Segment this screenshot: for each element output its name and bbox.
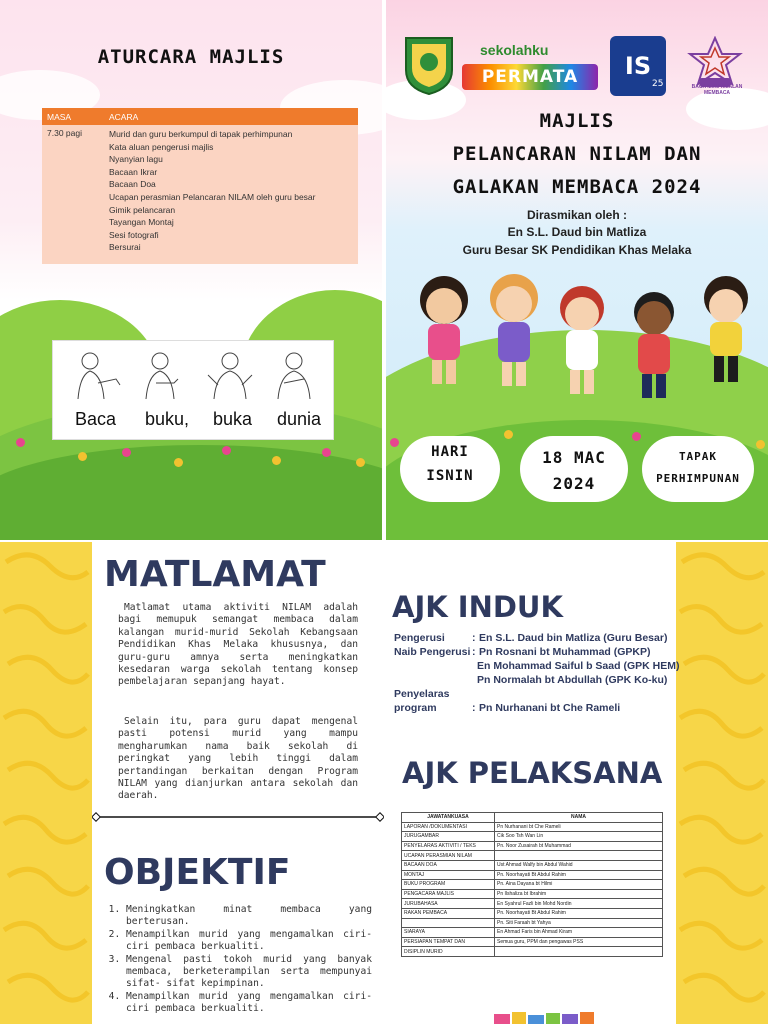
table-cell: Pn. Noorhayati Bt Abdul Rahim: [495, 908, 663, 918]
sign-word: dunia: [277, 409, 322, 429]
ajk-sep: :: [472, 702, 476, 714]
table-row: [402, 860, 663, 870]
cover-title-line-1: MAJLIS: [539, 110, 615, 132]
table-row: [402, 870, 663, 880]
table-row: [402, 937, 663, 947]
flower: [122, 448, 131, 457]
objektif-item: 3. Mengenal pasti tokoh murid yang banyak membaca, berketerampilan serta mempunyai sifat- sifat kepimpinan.: [126, 954, 372, 991]
flower: [390, 438, 399, 447]
agenda-item: Murid dan guru berkumpul di tapak perhimpunan: [109, 129, 293, 139]
table-cell: PENGACARA MAJLIS: [402, 889, 495, 899]
table-cell: Pn. Siti Faraah bt Yahya: [495, 918, 663, 928]
ajk-sep: :: [472, 646, 476, 658]
table-cell: PERSIAPAN TEMPAT DAN: [402, 937, 495, 947]
matlamat-title: MATLAMAT: [104, 554, 326, 595]
permata-logo: PERMATA: [462, 64, 598, 90]
flower: [322, 448, 331, 457]
table-header-row: [402, 813, 663, 823]
table-cell: Semua guru, PPM dan pengawas PSS: [495, 937, 663, 947]
table-row: [402, 841, 663, 851]
event-date: 18 MAC: [542, 448, 606, 467]
table-cell: LAPORAN /DOKUMENTASI: [402, 822, 495, 832]
agenda-item: Gimik pelancaran: [109, 204, 176, 215]
agenda-item: Tayangan Montaj: [109, 217, 174, 228]
ajk-role: Naib Pengerusi: [394, 646, 471, 658]
flower: [756, 440, 765, 449]
official-name: En S.L. Daud bin Matliza: [507, 225, 647, 239]
flower: [16, 438, 25, 447]
table-cell: Pn. Noorhayati Bt Abdul Rahim: [495, 870, 663, 880]
cover-title-line-2: PELANCARAN NILAM DAN: [452, 143, 702, 165]
ajk-role: program: [394, 702, 437, 714]
sign-word: buka: [213, 409, 253, 429]
event-year: 2024: [552, 474, 596, 493]
table-cell: BACAAN DOA: [402, 860, 495, 870]
agenda-item: Sesi fotografi: [109, 229, 159, 240]
table-cell: Cik Soo Tsh Wan Lin: [495, 832, 663, 842]
official-by: Dirasmikan oleh :: [526, 208, 628, 222]
table-row: [402, 947, 663, 957]
table-header-cell: NAMA: [495, 813, 663, 823]
table-cell: En Ahmad Faris bin Ahmad Kiram: [495, 928, 663, 938]
sekolahku-logo: [480, 42, 548, 58]
books-decoration-icon: [490, 1010, 600, 1024]
table-cell: Pn Ilshaliza bt Ibrahim: [495, 889, 663, 899]
svg-text:IS: IS: [624, 52, 652, 80]
flower: [632, 432, 641, 441]
table-cell: [402, 918, 495, 928]
ajk-role: Pengerusi: [394, 632, 445, 644]
ajk-pelaksana-table: [401, 812, 663, 957]
sign-word: Baca: [75, 409, 117, 429]
table-cell: Ust Ahmad Walfy bin Abdul Wahid: [495, 860, 663, 870]
table-row: [402, 880, 663, 890]
ajk-sep: :: [472, 632, 476, 644]
table-row: [402, 918, 663, 928]
sign-figure-icon: [133, 349, 195, 401]
event-venue: PERHIMPUNAN: [656, 472, 740, 485]
yellow-pattern-strip: [0, 542, 92, 1024]
table-cell: Pn. Aina Dayana bt Hilmi: [495, 880, 663, 890]
sign-language-box: [52, 340, 334, 440]
school-crest-icon: [402, 34, 456, 96]
objektif-title: OBJEKTIF: [104, 852, 291, 893]
svg-text:25: 25: [652, 79, 664, 89]
agenda-time: 7.30 pagi: [47, 128, 82, 138]
flower: [78, 452, 87, 461]
sekolahku-text: sekolahku: [480, 42, 549, 58]
agenda-item: Ucapan perasmian Pelancaran NILAM oleh guru besar: [109, 191, 316, 202]
table-header-cell: JAWATANKUASA: [402, 813, 495, 823]
ajk-name: Pn Nurhanani bt Che Rameli: [479, 702, 621, 714]
objektif-item: 4. Menampilkan murid yang mengamalkan ciri- ciri pembaca berkualiti.: [126, 991, 372, 1016]
agenda-table: [42, 108, 358, 264]
table-cell: Pn. Noor Zusairah bt Muhammad: [495, 841, 663, 851]
sign-figure-icon: [265, 349, 327, 401]
cover-page: [386, 0, 768, 540]
cover-title-line-3: GALAKAN MEMBACA 2024: [452, 176, 702, 198]
ajk-pelaksana-title: AJK PELAKSANA: [402, 756, 663, 790]
agenda-item: Bersurai: [109, 242, 141, 253]
table-cell: BUKU PROGRAM: [402, 880, 495, 890]
yellow-pattern-strip: [676, 542, 768, 1024]
agenda-item: Kata aluan pengerusi majlis: [109, 141, 214, 152]
children-illustration-icon: [396, 268, 766, 418]
sign-word: buku,: [145, 409, 190, 429]
flower: [222, 446, 231, 455]
objektif-list: [112, 904, 372, 1016]
table-row: [402, 889, 663, 899]
event-day-label: HARI: [431, 444, 469, 460]
aturcara-page: [0, 0, 382, 540]
table-cell: SIARAYA: [402, 928, 495, 938]
table-cell: PENYELARAS AKTIVITI / TEKS: [402, 841, 495, 851]
flower: [504, 430, 513, 439]
agenda-header-masa: MASA: [47, 111, 72, 122]
table-row: [402, 822, 663, 832]
matlamat-page: [0, 542, 384, 1024]
table-cell: DISIPLIN MURID: [402, 947, 495, 957]
agenda-header-acara: ACARA: [109, 111, 139, 122]
flower: [174, 458, 183, 467]
flower: [272, 456, 281, 465]
table-row: [402, 908, 663, 918]
ajk-role: Penyelaras: [394, 688, 450, 700]
ppm-logo-icon: [608, 34, 668, 98]
aturcara-title: ATURCARA MAJLIS: [97, 46, 285, 68]
event-venue-label: TAPAK: [678, 450, 718, 463]
agenda-item: Bacaan Ikrar: [109, 166, 158, 177]
nilam-star-logo-icon: [682, 36, 748, 88]
event-day: ISNIN: [426, 468, 474, 484]
matlamat-paragraph-1: Matlamat utama aktiviti NILAM adalah bagi memupuk semangat membaca dalam kalangan murid-murid Sekolah Kebangsaan Pendidikan Khas Melaka khususnya, dan guru-guru amnya serta meningkatkan kesedaran warga sekolah tentang konsep pembelajaran sepanjang hayat.: [118, 602, 358, 688]
table-cell: [495, 851, 663, 861]
agenda-header: [42, 108, 358, 125]
official-role: Guru Besar SK Pendidikan Khas Melaka: [462, 243, 692, 257]
table-cell: En Syahrul Fazli bin Mohd Nordin: [495, 899, 663, 909]
table-row: [402, 899, 663, 909]
agenda-item: Nyanyian lagu: [109, 154, 163, 165]
objektif-item: 2. Menampilkan murid yang mengamalkan ciri- ciri pembaca berkualiti.: [126, 929, 372, 954]
flower: [356, 458, 365, 467]
table-row: [402, 832, 663, 842]
sign-figure-icon: [67, 349, 129, 401]
info-cloud: [642, 436, 754, 502]
ajk-induk-title: AJK INDUK: [392, 590, 563, 624]
table-cell: RAKAN PEMBACA: [402, 908, 495, 918]
table-cell: [495, 947, 663, 957]
table-cell: JURUBAHASA: [402, 899, 495, 909]
objektif-item: 1. Meningkatkan minat membaca yang berterusan.: [126, 904, 372, 929]
agenda-item: Bacaan Doa: [109, 179, 156, 190]
matlamat-paragraph-2: Selain itu, para guru dapat mengenal pasti potensi murid yang mampu mengharumkan nama baik sekolah di peringkat yang lebih tinggi dalam pertandingan berkaitan dengan Program NILAM yang dianjurkan antara sekolah dan daerah.: [118, 716, 358, 802]
sign-figure-icon: [199, 349, 261, 401]
ajk-name: En Mohammad Saiful b Saad (GPK HEM): [477, 660, 680, 672]
table-cell: MONTAJ: [402, 870, 495, 880]
ajk-name: En S.L. Daud bin Matliza (Guru Besar): [479, 632, 668, 644]
grass-front: [0, 445, 382, 540]
ajk-name: Pn Rosnani bt Muhammad (GPKP): [479, 646, 651, 658]
table-row: [402, 928, 663, 938]
ajk-name: Pn Normalah bt Abdullah (GPK Ko-ku): [477, 674, 668, 686]
table-cell: UCAPAN PERASMIAN NILAM: [402, 851, 495, 861]
section-divider: [92, 812, 384, 822]
table-cell: Pn Nurhanani bt Che Rameli: [495, 822, 663, 832]
table-cell: JURUGAMBAR: [402, 832, 495, 842]
table-row: [402, 851, 663, 861]
nilam-tagline: BACA ILMU AMALAN MEMBACA: [691, 84, 743, 96]
